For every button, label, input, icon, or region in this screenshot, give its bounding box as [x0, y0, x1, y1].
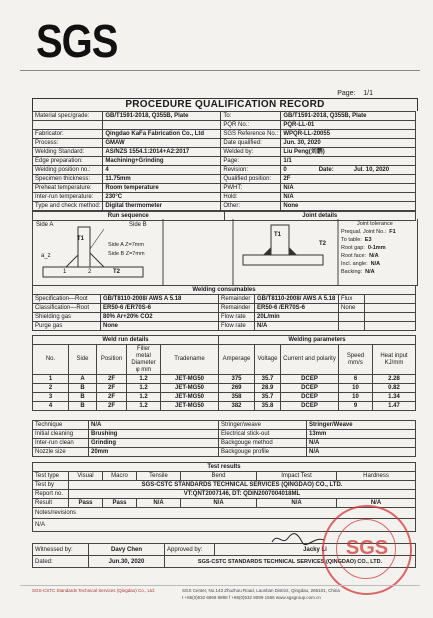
weld-run-cell: 1.2: [127, 393, 161, 402]
weld-run-cell: 375: [219, 375, 255, 384]
test-by-value: SGS-CSTC STANDARDS TECHNICAL SERVICES (QINGDAO) CO., LTD.: [69, 481, 416, 490]
header-row: [33, 130, 416, 139]
consumables-label: Specification—Root: [33, 295, 101, 304]
consumables-label: Shielding gas: [33, 313, 101, 322]
tolerance-label: Root face:: [341, 253, 367, 259]
weld-run-cell: B: [69, 393, 97, 402]
header-label: Inter-run temperature:: [33, 193, 103, 202]
weld-run-cell: 3: [33, 393, 69, 402]
consumables-value: None: [101, 322, 219, 331]
weld-run-cell: 2F: [97, 375, 127, 384]
run-header-cell: Speed mm/s: [339, 345, 373, 375]
consumables-value: ER50-6 /ER70S-6: [101, 304, 219, 313]
consumables-row: [33, 313, 416, 322]
weld-run-cell: JET-MG50: [161, 402, 219, 411]
weld-run-cell: 2: [33, 384, 69, 393]
header-value: Machining+Grinding: [103, 157, 221, 166]
consumables-value: [365, 313, 416, 322]
weld-run-cell: 1.2: [127, 402, 161, 411]
document-title: PROCEDURE QUALIFICATION RECORD: [32, 98, 418, 111]
weld-run-cell: 35.7: [255, 393, 281, 402]
run-header-cell: Side: [69, 345, 97, 375]
weld-run-cell: 1.34: [373, 393, 416, 402]
header-value: WPQR-LL-20055: [281, 130, 416, 139]
technique-label: Initial cleaning: [33, 430, 89, 439]
test-result-cell: Result: [33, 499, 69, 508]
consumables-label: Remainder: [219, 304, 255, 313]
header-row: [33, 157, 416, 166]
test-result-cell: N/A: [257, 499, 337, 508]
tolerance-row: [341, 268, 415, 276]
technique-row: [33, 448, 416, 457]
test-type-cell: Bend: [181, 472, 257, 481]
header-value: 4: [103, 166, 221, 175]
footer-address: SGS Center, No.143 Zhuzhou Road, Laoshan District, Qingdao, 266101, China: [182, 588, 340, 593]
weld-param-title: Welding parameters: [219, 336, 416, 345]
weld-run-cell: 2F: [97, 393, 127, 402]
consumables-row: [33, 304, 416, 313]
header-label: Hold:: [221, 193, 281, 202]
consumables-label: Flux: [339, 295, 365, 304]
technique-label: Backgouge profile: [219, 448, 307, 457]
run-header-cell: Position: [97, 345, 127, 375]
witnessed-label: Witnessed by:: [33, 544, 89, 556]
technique-value: N/A: [307, 448, 416, 457]
header-label: Fabricator:: [33, 130, 103, 139]
consumables-value: [365, 322, 416, 331]
header-label: Other:: [221, 202, 281, 211]
header-label: To:: [221, 112, 281, 121]
technique-label: Technique: [33, 421, 89, 430]
header-row: [33, 148, 416, 157]
header-label: Process:: [33, 139, 103, 148]
test-result-cell: Pass: [69, 499, 103, 508]
run-header-cell: Heat input KJ/mm: [373, 345, 416, 375]
run-2-label: 2: [88, 269, 92, 275]
header-label: Welded by:: [221, 148, 281, 157]
technique-row: [33, 421, 416, 430]
weld-run-cell: JET-MG50: [161, 384, 219, 393]
approver-org: SGS-CSTC STANDARDS TECHNICAL SERVICES (QINGDAO) CO., LTD.: [165, 556, 416, 568]
header-value: 2F: [281, 175, 416, 184]
header-label: Qualified position:: [221, 175, 281, 184]
revision-value: 0: [283, 167, 287, 173]
weld-run-cell: 28.9: [255, 384, 281, 393]
weld-run-title: Weld run details: [33, 336, 219, 345]
technique-value: 13mm: [307, 430, 416, 439]
consumables-label: Classification—Root: [33, 304, 101, 313]
header-value: N/A: [281, 184, 416, 193]
approved-label: Approved by:: [165, 544, 215, 556]
consumables-value: 80% Ar+20% CO2: [101, 313, 219, 322]
header-label: Material spec/grade:: [33, 112, 103, 121]
consumables-value: ER50-6 /ER70S-6: [255, 304, 339, 313]
header-value: PQR-LL-01: [281, 121, 416, 130]
revision-date-value: Jul. 10, 2020: [353, 167, 390, 173]
header-label: Date qualified:: [221, 139, 281, 148]
leg-b-label: Side B Z=7mm: [108, 251, 145, 257]
tolerance-row: [341, 236, 415, 244]
run-header-cell: Voltage: [255, 345, 281, 375]
weld-run-cell: JET-MG50: [161, 375, 219, 384]
stamp-text: SGS: [345, 537, 389, 559]
header-rule: [20, 70, 420, 71]
consumables-title: Welding consumables: [33, 286, 416, 295]
technique-value: Grinding: [89, 439, 219, 448]
leg-a-label: Side A Z=7mm: [108, 242, 144, 248]
test-result-cell: N/A: [337, 499, 416, 508]
consumables-label: Flow rate: [219, 313, 255, 322]
run-header-cell: Filler metal Diameter φ mm: [127, 345, 161, 375]
joint-tolerance-title: Joint tolerance: [357, 221, 393, 227]
tolerance-label: Backing:: [341, 269, 363, 275]
header-row: [33, 202, 416, 211]
weld-run-cell: 2F: [97, 384, 127, 393]
consumables-row: [33, 295, 416, 304]
sgs-logo: SGS: [36, 16, 118, 68]
side-b-label: Side B: [129, 222, 147, 228]
weld-run-row: [33, 384, 416, 393]
az-label: a_z: [41, 253, 51, 259]
header-label: [33, 121, 103, 130]
header-label: PQR No.:: [221, 121, 281, 130]
weld-run-cell: 358: [219, 393, 255, 402]
weld-run-table: [32, 335, 416, 411]
footer-phone: t +86(0)532 6869 8888 f +86(0)532 8099 1555 www.sgsgroup.com.cn: [182, 595, 321, 600]
weld-run-cell: DCEP: [281, 384, 339, 393]
test-by-label: Test by: [33, 481, 69, 490]
header-value: 230°C: [103, 193, 221, 202]
weld-run-cell: 1.2: [127, 375, 161, 384]
weld-run-cell: 269: [219, 384, 255, 393]
run-sequence-label: Run sequence: [33, 212, 225, 221]
header-value: 1/1: [281, 157, 416, 166]
page-number: Page: 1/1: [337, 90, 373, 97]
consumables-label: None: [339, 304, 365, 313]
dated-value: Jun.30, 2020: [89, 556, 165, 568]
header-label: Type and check method:: [33, 202, 103, 211]
tolerance-row: [341, 244, 415, 252]
technique-row: [33, 430, 416, 439]
report-no-value: VT:QNT2007146, DT: QDIN2007004018ML: [69, 490, 416, 499]
footer-rule: [20, 585, 420, 586]
technique-value: Brushing: [89, 430, 219, 439]
consumables-label: [339, 322, 365, 331]
weld-run-row: [33, 375, 416, 384]
header-row: [33, 184, 416, 193]
technique-value: N/A: [89, 421, 219, 430]
sgs-stamp: [322, 505, 412, 595]
weld-run-cell: 10: [339, 384, 373, 393]
tolerance-label: To table:: [341, 237, 362, 243]
header-value: [281, 166, 416, 175]
header-value: N/A: [281, 193, 416, 202]
weld-run-row: [33, 402, 416, 411]
header-label: Welding position no.:: [33, 166, 103, 175]
header-label: PWHT:: [221, 184, 281, 193]
tolerance-value: N/A: [370, 261, 381, 267]
tolerance-label: Incl. angle:: [341, 261, 368, 267]
weld-run-cell: 9: [339, 402, 373, 411]
header-value: GB/T1591-2018, Q355B, Plate: [281, 112, 416, 121]
weld-run-cell: B: [69, 384, 97, 393]
consumables-value: [365, 295, 416, 304]
header-value: None: [281, 202, 416, 211]
test-result-cell: N/A: [181, 499, 257, 508]
consumables-value: N/A: [255, 322, 339, 331]
consumables-value: GB/T8110-2008/ AWS A 5.18: [255, 295, 339, 304]
technique-table: [32, 420, 416, 457]
witnessed-value: Davy Chen: [89, 544, 165, 556]
tolerance-value: E3: [364, 237, 372, 243]
weld-run-cell: 4: [33, 402, 69, 411]
header-row: [33, 139, 416, 148]
technique-value: Stringer/Weave: [307, 421, 416, 430]
weld-run-cell: 6: [339, 375, 373, 384]
side-a-label: Side A: [36, 222, 54, 228]
weld-run-cell: DCEP: [281, 375, 339, 384]
header-value: Liu Peng(刘鹏): [281, 148, 416, 157]
run-header-cell: Tradename: [161, 345, 219, 375]
weld-run-cell: 2.28: [373, 375, 416, 384]
header-value: Room temperature: [103, 184, 221, 193]
weld-run-cell: 0.82: [373, 384, 416, 393]
header-label: Preheat temperature:: [33, 184, 103, 193]
header-label: Edge preparation:: [33, 157, 103, 166]
test-type-cell: Tensile: [137, 472, 181, 481]
tolerance-label: Root gap:: [341, 245, 365, 251]
footer-org: SGS-CSTC Standards Technical Services (Qingdao) Co., Ltd.: [32, 588, 155, 593]
run-header-cell: No.: [33, 345, 69, 375]
tolerance-label: Prequal. Joint No.:: [341, 229, 387, 235]
run-header-cell: Current and polarity: [281, 345, 339, 375]
header-label: Welding Standard:: [33, 148, 103, 157]
technique-row: [33, 439, 416, 448]
header-value: 11.75mm: [103, 175, 221, 184]
consumables-label: [339, 313, 365, 322]
header-row: [33, 175, 416, 184]
weld-run-cell: 1.47: [373, 402, 416, 411]
tolerance-value: 0-1mm: [367, 245, 386, 251]
header-value: GB/T1591-2018, Q355B, Plate: [103, 112, 221, 121]
header-value: Qingdao KaFa Fabrication Co., Ltd: [103, 130, 221, 139]
joint-details-label: Joint details: [224, 212, 416, 221]
technique-label: Electrical stick-out: [219, 430, 307, 439]
test-type-cell: Impact Test: [257, 472, 337, 481]
test-results-title: Test results: [33, 463, 416, 472]
header-row: [33, 193, 416, 202]
run-header-cell: Amperage: [219, 345, 255, 375]
consumables-label: Remainder: [219, 295, 255, 304]
tolerance-row: [341, 252, 415, 260]
tolerance-value: F1: [389, 229, 396, 235]
weld-run-row: [33, 393, 416, 402]
weld-run-cell: 35.8: [255, 402, 281, 411]
tolerance-row: [341, 260, 415, 268]
technique-label: Inter-run clean: [33, 439, 89, 448]
header-value: Digital thermometer: [103, 202, 221, 211]
report-no-label: Report no.: [33, 490, 69, 499]
consumables-label: Purge gas: [33, 322, 101, 331]
approved-value: Jacky Li: [215, 544, 416, 556]
technique-value: N/A: [307, 439, 416, 448]
header-value: Jun. 30, 2020: [281, 139, 416, 148]
consumables-table: [32, 285, 416, 331]
header-table: [32, 111, 416, 211]
header-value: AS/NZS 1554.1:2014+A2:2017: [103, 148, 221, 157]
technique-label: Stringer/weave: [219, 421, 307, 430]
tolerance-value: N/A: [365, 269, 375, 275]
header-row: [33, 121, 416, 130]
t1-label: T1: [77, 236, 85, 242]
test-result-cell: Pass: [103, 499, 137, 508]
weld-run-cell: 35.7: [255, 375, 281, 384]
signature-scribble: [268, 530, 328, 548]
technique-label: Backgouge method: [219, 439, 307, 448]
joint-sketch-area: [32, 219, 418, 286]
header-label: Page:: [221, 157, 281, 166]
weld-run-cell: 2F: [97, 402, 127, 411]
consumables-label: Flow rate: [219, 322, 255, 331]
weld-run-cell: A: [69, 375, 97, 384]
header-label: Revision:: [221, 166, 281, 175]
weld-run-cell: DCEP: [281, 402, 339, 411]
tolerance-value: N/A: [369, 253, 379, 259]
header-label: SGS Reference No.:: [221, 130, 281, 139]
header-label: Specimen thickness:: [33, 175, 103, 184]
consumables-row: [33, 322, 416, 331]
technique-label: Nozzle size: [33, 448, 89, 457]
consumables-value: [365, 304, 416, 313]
t2-label: T2: [113, 269, 121, 275]
test-result-cell: N/A: [137, 499, 181, 508]
test-type-cell: Hardness: [337, 472, 416, 481]
weld-run-cell: 1.2: [127, 384, 161, 393]
header-value: GMAW: [103, 139, 221, 148]
test-type-cell: Test type: [33, 472, 69, 481]
consumables-value: 20L/min: [255, 313, 339, 322]
notes-value: N/A: [33, 519, 416, 532]
header-row: [33, 112, 416, 121]
weld-run-cell: 1: [33, 375, 69, 384]
joint-t2-label: T2: [319, 241, 327, 247]
test-type-cell: Visual: [69, 472, 103, 481]
header-row: [33, 166, 416, 175]
consumables-value: GB/T8110-2008/ AWS A 5.18: [101, 295, 219, 304]
weld-run-cell: 382: [219, 402, 255, 411]
weld-run-cell: JET-MG50: [161, 393, 219, 402]
run-1-label: 1: [63, 269, 67, 275]
header-value: [103, 121, 221, 130]
test-type-cell: Macro: [103, 472, 137, 481]
joint-tolerance: [341, 220, 415, 276]
weld-run-cell: DCEP: [281, 393, 339, 402]
notes-label: Notes/revisions: [33, 508, 416, 519]
joint-t1-label: T1: [274, 232, 282, 238]
technique-value: 20mm: [89, 448, 219, 457]
weld-run-cell: 10: [339, 393, 373, 402]
revision-date-label: Date:: [318, 167, 334, 173]
tolerance-row: [341, 228, 415, 236]
dated-label: Dated:: [33, 556, 89, 568]
weld-run-cell: B: [69, 402, 97, 411]
